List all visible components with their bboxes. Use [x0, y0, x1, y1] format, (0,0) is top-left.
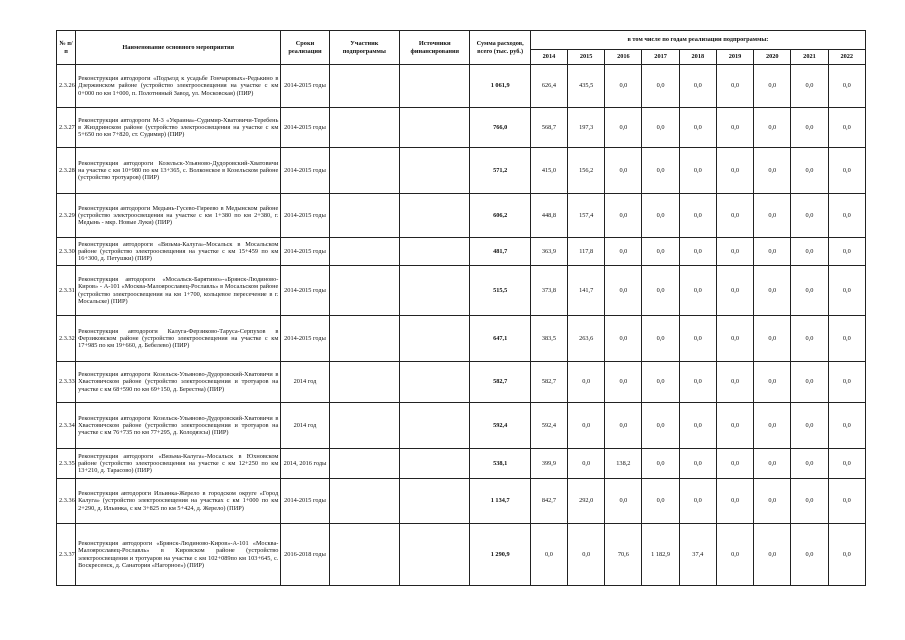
year-value-2017: 0,0	[642, 194, 679, 238]
year-value-2016: 70,6	[605, 524, 642, 586]
year-value-2014: 842,7	[530, 479, 567, 524]
year-value-2017: 0,0	[642, 148, 679, 194]
year-value-2022: 0,0	[828, 194, 865, 238]
year-value-2014: 0,0	[530, 524, 567, 586]
table-row	[57, 362, 866, 403]
activity-name: Реконструкция автодороги Козельск-Ульяново-Дудоровский-Хватовичи в Хвастовичском районе (устройство электроосвещения и тротуаров на участке с км 76+735 по км 77+295, д. Колодязсы) (ПИР)	[76, 403, 281, 449]
header-total: Сумма расходов, всего (тыс. руб.)	[470, 31, 530, 65]
year-value-2020: 0,0	[754, 403, 791, 449]
table-row	[57, 65, 866, 108]
year-value-2015: 156,2	[568, 148, 605, 194]
implementation-period: 2016-2018 годы	[281, 524, 329, 586]
row-number: 2.3.36	[57, 479, 76, 524]
year-value-2016: 0,0	[605, 403, 642, 449]
year-value-2020: 0,0	[754, 194, 791, 238]
year-value-2019: 0,0	[716, 449, 753, 479]
row-number: 2.3.27	[57, 108, 76, 148]
participant-cell	[329, 194, 399, 238]
year-value-2018: 0,0	[679, 316, 716, 362]
row-number: 2.3.28	[57, 148, 76, 194]
funding-source-cell	[400, 266, 470, 316]
table-row	[57, 316, 866, 362]
year-value-2021: 0,0	[791, 65, 828, 108]
activity-name: Реконструкция автодороги Козельск-Ульяново-Дудоровский-Хватовичи в Хвастовичском районе (устройство электроосвещения и тротуаров на участке с км 68+590 по км 69+150, д. Берестна) (ПИР)	[76, 362, 281, 403]
year-value-2015: 292,0	[568, 479, 605, 524]
year-value-2017: 0,0	[642, 316, 679, 362]
year-value-2019: 0,0	[716, 316, 753, 362]
year-value-2014: 592,4	[530, 403, 567, 449]
header-year-2017: 2017	[642, 50, 679, 65]
header-year-2020: 2020	[754, 50, 791, 65]
year-value-2019: 0,0	[716, 108, 753, 148]
year-value-2015: 0,0	[568, 524, 605, 586]
table-row	[57, 148, 866, 194]
total-amount: 582,7	[470, 362, 530, 403]
participant-cell	[329, 524, 399, 586]
year-value-2018: 0,0	[679, 449, 716, 479]
year-value-2014: 399,9	[530, 449, 567, 479]
year-value-2016: 0,0	[605, 148, 642, 194]
year-value-2016: 0,0	[605, 108, 642, 148]
year-value-2018: 0,0	[679, 403, 716, 449]
implementation-period: 2014-2015 годы	[281, 148, 329, 194]
year-value-2014: 415,0	[530, 148, 567, 194]
year-value-2016: 0,0	[605, 316, 642, 362]
year-value-2021: 0,0	[791, 362, 828, 403]
funding-source-cell	[400, 238, 470, 266]
year-value-2019: 0,0	[716, 65, 753, 108]
funding-source-cell	[400, 108, 470, 148]
participant-cell	[329, 449, 399, 479]
total-amount: 766,0	[470, 108, 530, 148]
year-value-2020: 0,0	[754, 266, 791, 316]
row-number: 2.3.31	[57, 266, 76, 316]
year-value-2016: 0,0	[605, 238, 642, 266]
header-year-2015: 2015	[568, 50, 605, 65]
year-value-2016: 0,0	[605, 479, 642, 524]
total-amount: 1 134,7	[470, 479, 530, 524]
year-value-2016: 0,0	[605, 194, 642, 238]
funding-source-cell	[400, 65, 470, 108]
year-value-2017: 0,0	[642, 238, 679, 266]
year-value-2014: 626,4	[530, 65, 567, 108]
year-value-2019: 0,0	[716, 148, 753, 194]
year-value-2015: 435,5	[568, 65, 605, 108]
funding-source-cell	[400, 479, 470, 524]
table-row	[57, 479, 866, 524]
header-year-2016: 2016	[605, 50, 642, 65]
total-amount: 571,2	[470, 148, 530, 194]
year-value-2017: 0,0	[642, 479, 679, 524]
header-year-2022: 2022	[828, 50, 865, 65]
year-value-2016: 0,0	[605, 362, 642, 403]
header-period: Сроки реализации	[281, 31, 329, 65]
funding-source-cell	[400, 194, 470, 238]
implementation-period: 2014 год	[281, 403, 329, 449]
implementation-period: 2014-2015 годы	[281, 479, 329, 524]
table-row	[57, 266, 866, 316]
activity-name: Реконструкция автодороги Калуга-Ферзиково-Таруса-Серпухов в Ферзиковском районе (устройство электроосвещения на участке с км 17+985 по км 19+660, д. Бебелево) (ПИР)	[76, 316, 281, 362]
activity-name: Реконструкция автодороги «Подъезд к усадьбе Гончаровых»-Редькино в Дзержинском районе (устройство электроосвещения на участке с км 0+000 по км 1+000, п. Полотняный Завод, ул. Московская) (ПИР)	[76, 65, 281, 108]
participant-cell	[329, 65, 399, 108]
year-value-2021: 0,0	[791, 148, 828, 194]
total-amount: 1 061,9	[470, 65, 530, 108]
year-value-2015: 0,0	[568, 449, 605, 479]
year-value-2017: 0,0	[642, 266, 679, 316]
year-value-2022: 0,0	[828, 449, 865, 479]
funding-source-cell	[400, 403, 470, 449]
year-value-2020: 0,0	[754, 524, 791, 586]
row-number: 2.3.35	[57, 449, 76, 479]
table-row	[57, 403, 866, 449]
implementation-period: 2014 год	[281, 362, 329, 403]
year-value-2020: 0,0	[754, 316, 791, 362]
year-value-2018: 0,0	[679, 65, 716, 108]
year-value-2017: 0,0	[642, 403, 679, 449]
year-value-2017: 0,0	[642, 449, 679, 479]
year-value-2020: 0,0	[754, 148, 791, 194]
year-value-2019: 0,0	[716, 524, 753, 586]
total-amount: 606,2	[470, 194, 530, 238]
implementation-period: 2014-2015 годы	[281, 266, 329, 316]
total-amount: 515,5	[470, 266, 530, 316]
implementation-period: 2014-2015 годы	[281, 108, 329, 148]
funding-source-cell	[400, 148, 470, 194]
activity-name: Реконструкция автодороги Медынь-Гусево-Гиреево в Медынском районе (устройство электроосвещения на участке с км 1+380 по км 2+380, г. Медынь - мкр. Новые Луки) (ПИР)	[76, 194, 281, 238]
header-year-2019: 2019	[716, 50, 753, 65]
table-row	[57, 108, 866, 148]
year-value-2014: 582,7	[530, 362, 567, 403]
year-value-2021: 0,0	[791, 524, 828, 586]
participant-cell	[329, 148, 399, 194]
total-amount: 481,7	[470, 238, 530, 266]
year-value-2021: 0,0	[791, 479, 828, 524]
year-value-2016: 138,2	[605, 449, 642, 479]
year-value-2019: 0,0	[716, 238, 753, 266]
year-value-2019: 0,0	[716, 479, 753, 524]
header-year-2021: 2021	[791, 50, 828, 65]
year-value-2018: 0,0	[679, 194, 716, 238]
year-value-2021: 0,0	[791, 194, 828, 238]
year-value-2014: 568,7	[530, 108, 567, 148]
activity-name: Реконструкция автодороги «Вязьма-Калуга»-Мосальск в Юхновском районе (устройство электроосвещения на участке с км 12+250 по км 13+210, д. Тарасово) (ПИР)	[76, 449, 281, 479]
header-year-2014: 2014	[530, 50, 567, 65]
implementation-period: 2014-2015 годы	[281, 316, 329, 362]
header-source: Источники финансирования	[400, 31, 470, 65]
year-value-2022: 0,0	[828, 316, 865, 362]
year-value-2022: 0,0	[828, 238, 865, 266]
year-value-2021: 0,0	[791, 449, 828, 479]
year-value-2022: 0,0	[828, 108, 865, 148]
year-value-2015: 157,4	[568, 194, 605, 238]
total-amount: 538,1	[470, 449, 530, 479]
year-value-2015: 197,3	[568, 108, 605, 148]
year-value-2017: 0,0	[642, 108, 679, 148]
participant-cell	[329, 479, 399, 524]
activity-name: Реконструкция автодороги М-3 «Украина»-Судимир-Хватовичи-Теребень в Жиздринском районе (устройство электроосвещения на участке с км 5+650 по км 7+820, ст. Судимир) (ПИР)	[76, 108, 281, 148]
year-value-2021: 0,0	[791, 238, 828, 266]
year-value-2020: 0,0	[754, 479, 791, 524]
row-number: 2.3.37	[57, 524, 76, 586]
year-value-2020: 0,0	[754, 362, 791, 403]
row-number: 2.3.33	[57, 362, 76, 403]
year-value-2019: 0,0	[716, 266, 753, 316]
activity-name: Реконструкция автодороги Козельск-Ульяново-Дудоровский-Хватовичи на участке с км 10+980 по км 13+365, с. Волконское в Козельском районе (устройство тротуаров) (ПИР)	[76, 148, 281, 194]
year-value-2019: 0,0	[716, 194, 753, 238]
table-header	[57, 31, 866, 65]
year-value-2018: 0,0	[679, 479, 716, 524]
year-value-2015: 141,7	[568, 266, 605, 316]
subprogram-table	[56, 30, 866, 586]
year-value-2020: 0,0	[754, 238, 791, 266]
year-value-2019: 0,0	[716, 403, 753, 449]
header-years-group: в том числе по годам реализации подпрограммы:	[530, 31, 865, 50]
row-number: 2.3.32	[57, 316, 76, 362]
table-row	[57, 449, 866, 479]
year-value-2014: 373,8	[530, 266, 567, 316]
row-number: 2.3.30	[57, 238, 76, 266]
year-value-2015: 263,6	[568, 316, 605, 362]
activity-name: Реконструкция автодороги «Брянск-Людиново-Киров»-А-101 «Москва-Малоярославец-Рославль» в Кировском районе (устройство электроосвещения и тротуаров на участке с км 102+089по км 103+645, с. Воскресенск, д. Санатория «Нагорное») (ПИР)	[76, 524, 281, 586]
row-number: 2.3.26	[57, 65, 76, 108]
implementation-period: 2014-2015 годы	[281, 194, 329, 238]
header-name: Наименование основного мероприятия	[76, 31, 281, 65]
year-value-2021: 0,0	[791, 108, 828, 148]
funding-source-cell	[400, 362, 470, 403]
year-value-2014: 363,9	[530, 238, 567, 266]
year-value-2018: 37,4	[679, 524, 716, 586]
participant-cell	[329, 238, 399, 266]
year-value-2018: 0,0	[679, 266, 716, 316]
year-value-2022: 0,0	[828, 524, 865, 586]
year-value-2016: 0,0	[605, 65, 642, 108]
row-number: 2.3.29	[57, 194, 76, 238]
total-amount: 1 290,9	[470, 524, 530, 586]
year-value-2015: 117,8	[568, 238, 605, 266]
participant-cell	[329, 266, 399, 316]
year-value-2015: 0,0	[568, 403, 605, 449]
table-body	[57, 65, 866, 586]
year-value-2017: 0,0	[642, 65, 679, 108]
year-value-2015: 0,0	[568, 362, 605, 403]
participant-cell	[329, 403, 399, 449]
year-value-2021: 0,0	[791, 316, 828, 362]
year-value-2019: 0,0	[716, 362, 753, 403]
implementation-period: 2014-2015 годы	[281, 65, 329, 108]
funding-source-cell	[400, 316, 470, 362]
activity-name: Реконструкция автодороги «Вязьма-Калуга»-Мосальск в Мосальском районе (устройство электроосвещения на участке с км 15+459 по км 16+300, д. Петушки) (ПИР)	[76, 238, 281, 266]
header-participant: Участник подпрограммы	[329, 31, 399, 65]
implementation-period: 2014, 2016 годы	[281, 449, 329, 479]
header-year-2018: 2018	[679, 50, 716, 65]
year-value-2020: 0,0	[754, 65, 791, 108]
year-value-2022: 0,0	[828, 266, 865, 316]
year-value-2022: 0,0	[828, 403, 865, 449]
year-value-2014: 383,5	[530, 316, 567, 362]
year-value-2020: 0,0	[754, 449, 791, 479]
year-value-2022: 0,0	[828, 65, 865, 108]
header-no: № п/п	[57, 31, 76, 65]
funding-source-cell	[400, 449, 470, 479]
funding-source-cell	[400, 524, 470, 586]
participant-cell	[329, 108, 399, 148]
year-value-2021: 0,0	[791, 266, 828, 316]
total-amount: 592,4	[470, 403, 530, 449]
table-row	[57, 524, 866, 586]
year-value-2018: 0,0	[679, 148, 716, 194]
activity-name: Реконструкция автодороги Ильинка-Жерело в городском округе «Город Калуга» (устройство электроосвещения на участках с км 1+000 по км 2+290, д. Ильинка, с км 3+825 по км 5+424, д. Жерело) (ПИР)	[76, 479, 281, 524]
year-value-2022: 0,0	[828, 148, 865, 194]
year-value-2018: 0,0	[679, 238, 716, 266]
year-value-2021: 0,0	[791, 403, 828, 449]
year-value-2014: 448,8	[530, 194, 567, 238]
year-value-2022: 0,0	[828, 362, 865, 403]
table-row	[57, 238, 866, 266]
year-value-2018: 0,0	[679, 362, 716, 403]
year-value-2022: 0,0	[828, 479, 865, 524]
year-value-2020: 0,0	[754, 108, 791, 148]
table-row	[57, 194, 866, 238]
year-value-2017: 1 182,9	[642, 524, 679, 586]
year-value-2016: 0,0	[605, 266, 642, 316]
total-amount: 647,1	[470, 316, 530, 362]
year-value-2017: 0,0	[642, 362, 679, 403]
activity-name: Реконструкция автодороги «Мосальск-Барятино»-«Брянск-Людиново-Киров» - А-101 «Москва-Малоярославец-Рославль» в Мосальском районе (устройство электроосвещения на км 1+700, кольцевое пересечение в г. Мосальске) (ПИР)	[76, 266, 281, 316]
row-number: 2.3.34	[57, 403, 76, 449]
participant-cell	[329, 316, 399, 362]
year-value-2018: 0,0	[679, 108, 716, 148]
implementation-period: 2014-2015 годы	[281, 238, 329, 266]
participant-cell	[329, 362, 399, 403]
